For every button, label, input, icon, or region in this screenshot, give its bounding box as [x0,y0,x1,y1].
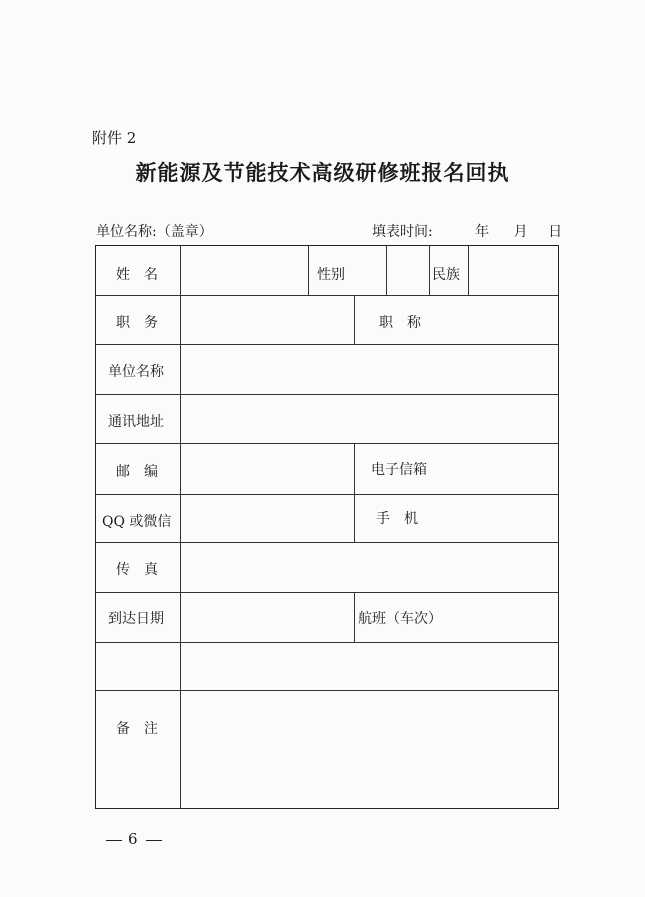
month-label: 月 [513,224,528,240]
unit-name-label: 单位名称 [108,364,164,380]
row-line [96,494,558,495]
address-label: 通讯地址 [108,414,164,430]
label-column-line [180,246,181,808]
arrival-date-label: 到达日期 [108,611,164,627]
page-number [100,830,168,848]
attachment-label: 附件 2 [92,129,137,147]
row-line [96,295,558,296]
year-label: 年 [475,224,490,240]
row-line [96,690,558,691]
unit-name-stamp-label: 单位名称:（盖章） [96,224,213,240]
col-line [308,246,309,295]
job-title-label: 职 称 [379,315,421,331]
email-label: 电子信箱 [371,462,427,478]
remarks-label: 备 注 [116,721,158,737]
row-line [96,394,558,395]
fill-time-label: 填表时间: [372,224,433,240]
flight-train-label: 航班（车次） [358,611,442,627]
dash-left [106,840,122,841]
gender-label: 性别 [317,267,345,283]
col-line [386,246,387,295]
col-line [468,246,469,295]
row-line [96,642,558,643]
col-line [354,443,355,542]
row-line [96,592,558,593]
fill-time-row [372,221,562,241]
dash-right [146,840,162,841]
ethnicity-label: 民族 [432,267,460,283]
name-label: 姓 名 [116,267,158,283]
page-number-value: 6 [128,830,140,848]
registration-form-table [95,245,559,809]
day-label: 日 [548,224,563,240]
fax-label: 传 真 [116,562,158,578]
row-line [96,542,558,543]
position-label: 职 务 [116,315,158,331]
postcode-label: 邮 编 [116,464,158,480]
form-title: 新能源及节能技术高级研修班报名回执 [135,160,510,185]
qq-wechat-label: QQ 或微信 [102,514,172,530]
col-line [429,246,430,295]
col-line [354,295,355,344]
row-line [96,443,558,444]
row-line [96,344,558,345]
mobile-label: 手 机 [376,511,418,527]
col-line [354,592,355,642]
